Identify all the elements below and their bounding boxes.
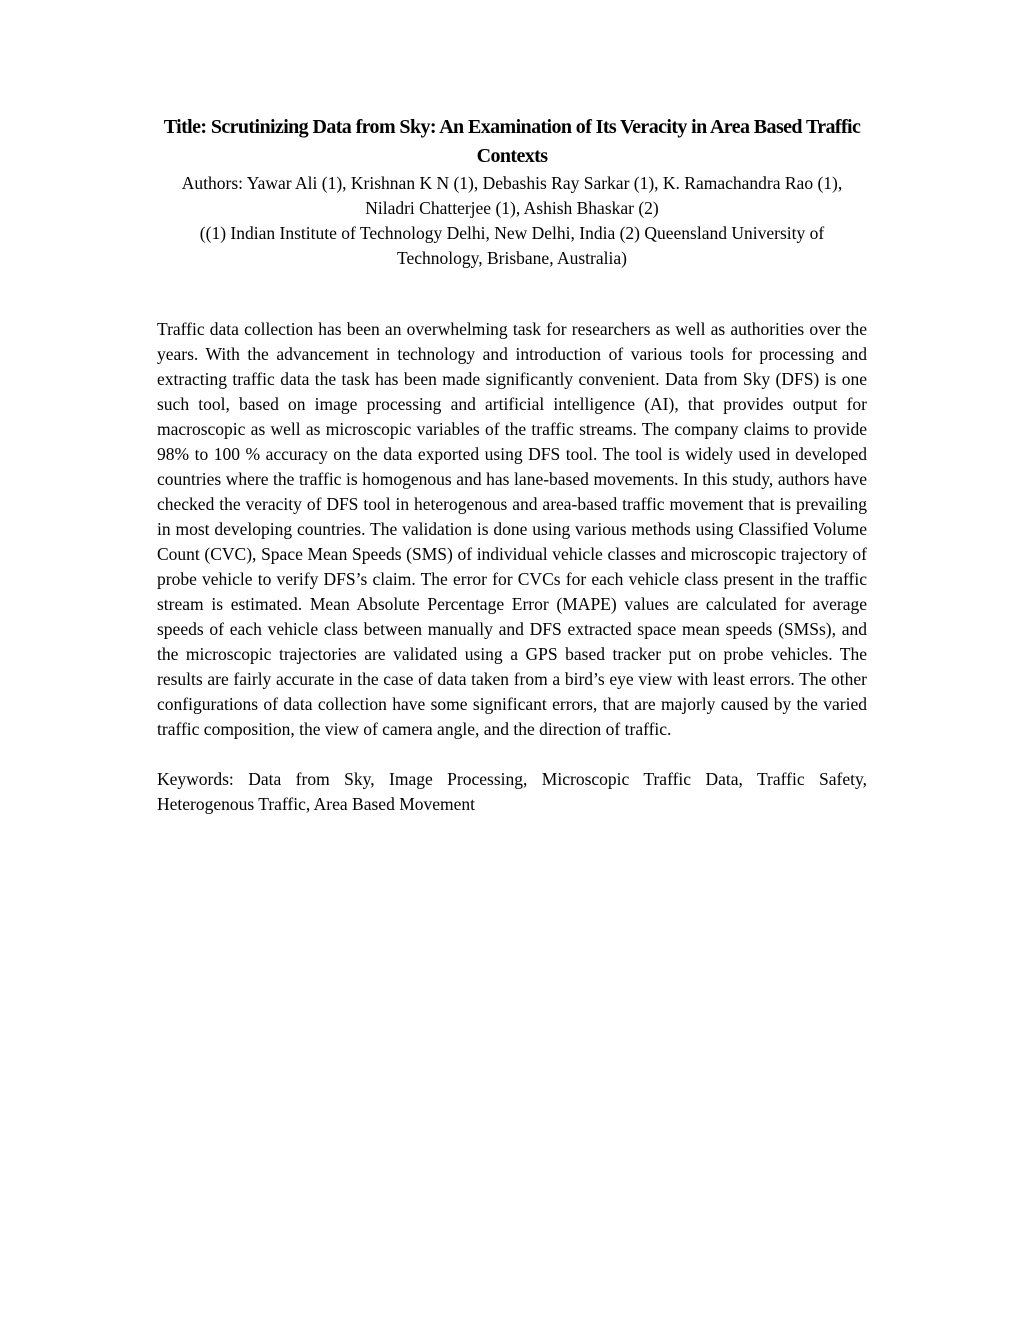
keywords-paragraph: Keywords: Data from Sky, Image Processing, Microscopic Traffic Data, Traffic Safety, Heterogenous Traffic, Area Based Movement <box>157 769 867 814</box>
abstract-paragraph: Traffic data collection has been an overwhelming task for researchers as well as authorities over the years. With the advancement in technology and introduction of various tools for processing and extracting traffic data the task has been made significantly convenient. Data from Sky (DFS) is one such tool, based on image processing and artificial intelligence (AI), that provides output for macroscopic as well as microscopic variables of the traffic streams. The company claims to provide 98% to 100 % accuracy on the data exported using DFS tool. The tool is widely used in developed countries where the traffic is homogenous and has lane-based movements. In this study, authors have checked the veracity of DFS tool in heterogenous and area-based traffic movement that is prevailing in most developing countries. The validation is done using various methods using Classified Volume Count (CVC), Space Mean Speeds (SMS) of individual vehicle classes and microscopic trajectory of probe vehicle to verify DFS’s claim. The error for CVCs for each vehicle class present in the traffic stream is estimated. Mean Absolute Percentage Error (MAPE) values are calculated for average speeds of each vehicle class between manually and DFS extracted space mean speeds (SMSs), and the microscopic trajectories are validated using a GPS based tracker put on probe vehicles. The results are fairly accurate in the case of data taken from a bird’s eye view with least errors. The other configurations of data collection have some significant errors, that are majorly caused by the varied traffic composition, the view of camera angle, and the direction of traffic. <box>157 319 867 739</box>
affiliation-list: ((1) Indian Institute of Technology Delhi, New Delhi, India (2) Queensland University of Technology, Brisbane, Australia) <box>199 223 825 268</box>
author-list: Authors: Yawar Ali (1), Krishnan K N (1), Debashis Ray Sarkar (1), K. Ramachandra Rao (1), Niladri Chatterjee (1), Ashish Bhaskar (2) <box>181 173 843 218</box>
paper-title: Title: Scrutinizing Data from Sky: An Examination of Its Veracity in Area Based Traffic Contexts <box>163 116 861 167</box>
paper-page <box>157 113 867 817</box>
